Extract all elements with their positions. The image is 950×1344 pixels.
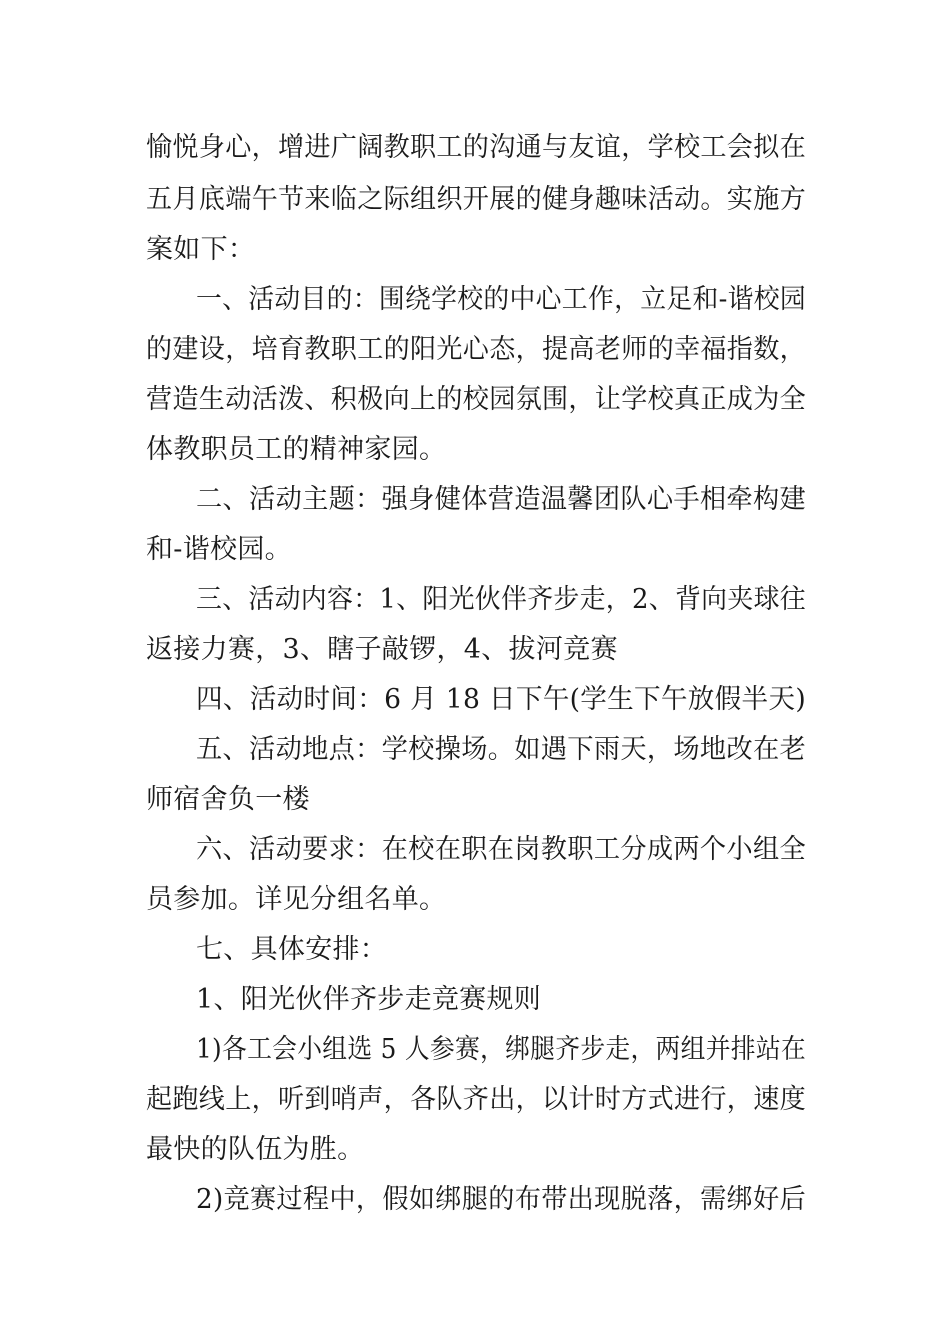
text-line: 员参加。详见分组名单。	[146, 884, 447, 915]
text-line: 返接力赛，3、瞎子敲锣，4、拔河竞赛	[146, 634, 618, 665]
text-line: 一、活动目的：围绕学校的中心工作，立足和-谐校园	[196, 284, 806, 315]
text-line: 的建设，培育教职工的阳光心态，提高老师的幸福指数，	[146, 334, 806, 365]
text-line: 五、活动地点：学校操场。如遇下雨天，场地改在老	[196, 734, 806, 765]
text-line: 起跑线上，听到哨声，各队齐出，以计时方式进行，速度	[146, 1084, 806, 1115]
text-line: 五月底端午节来临之际组织开展的健身趣味活动。实施方	[146, 184, 806, 215]
text-line: 四、活动时间：6 月 18 日下午(学生下午放假半天)	[196, 684, 806, 715]
text-line: 二、活动主题：强身健体营造温馨团队心手相牵构建	[196, 484, 806, 515]
text-line: 和-谐校园。	[146, 534, 292, 565]
text-line: 1)各工会小组选 5 人参赛，绑腿齐步走，两组并排站在	[196, 1034, 806, 1065]
text-line: 六、活动要求：在校在职在岗教职工分成两个小组全	[196, 834, 806, 865]
text-line: 案如下：	[146, 234, 256, 265]
text-line: 愉悦身心，增进广阔教职工的沟通与友谊，学校工会拟在	[146, 132, 806, 163]
text-line: 师宿舍负一楼	[146, 784, 310, 815]
text-line: 2)竞赛过程中，假如绑腿的布带出现脱落，需绑好后	[196, 1184, 806, 1215]
text-line: 1、阳光伙伴齐步走竞赛规则	[196, 984, 542, 1015]
text-line: 最快的队伍为胜。	[146, 1134, 365, 1165]
text-line: 三、活动内容：1、阳光伙伴齐步走，2、背向夹球往	[196, 584, 806, 615]
text-line: 体教职员工的精神家园。	[146, 434, 447, 465]
text-line: 营造生动活泼、积极向上的校园氛围，让学校真正成为全	[146, 384, 806, 415]
text-line: 七、具体安排：	[196, 934, 388, 965]
